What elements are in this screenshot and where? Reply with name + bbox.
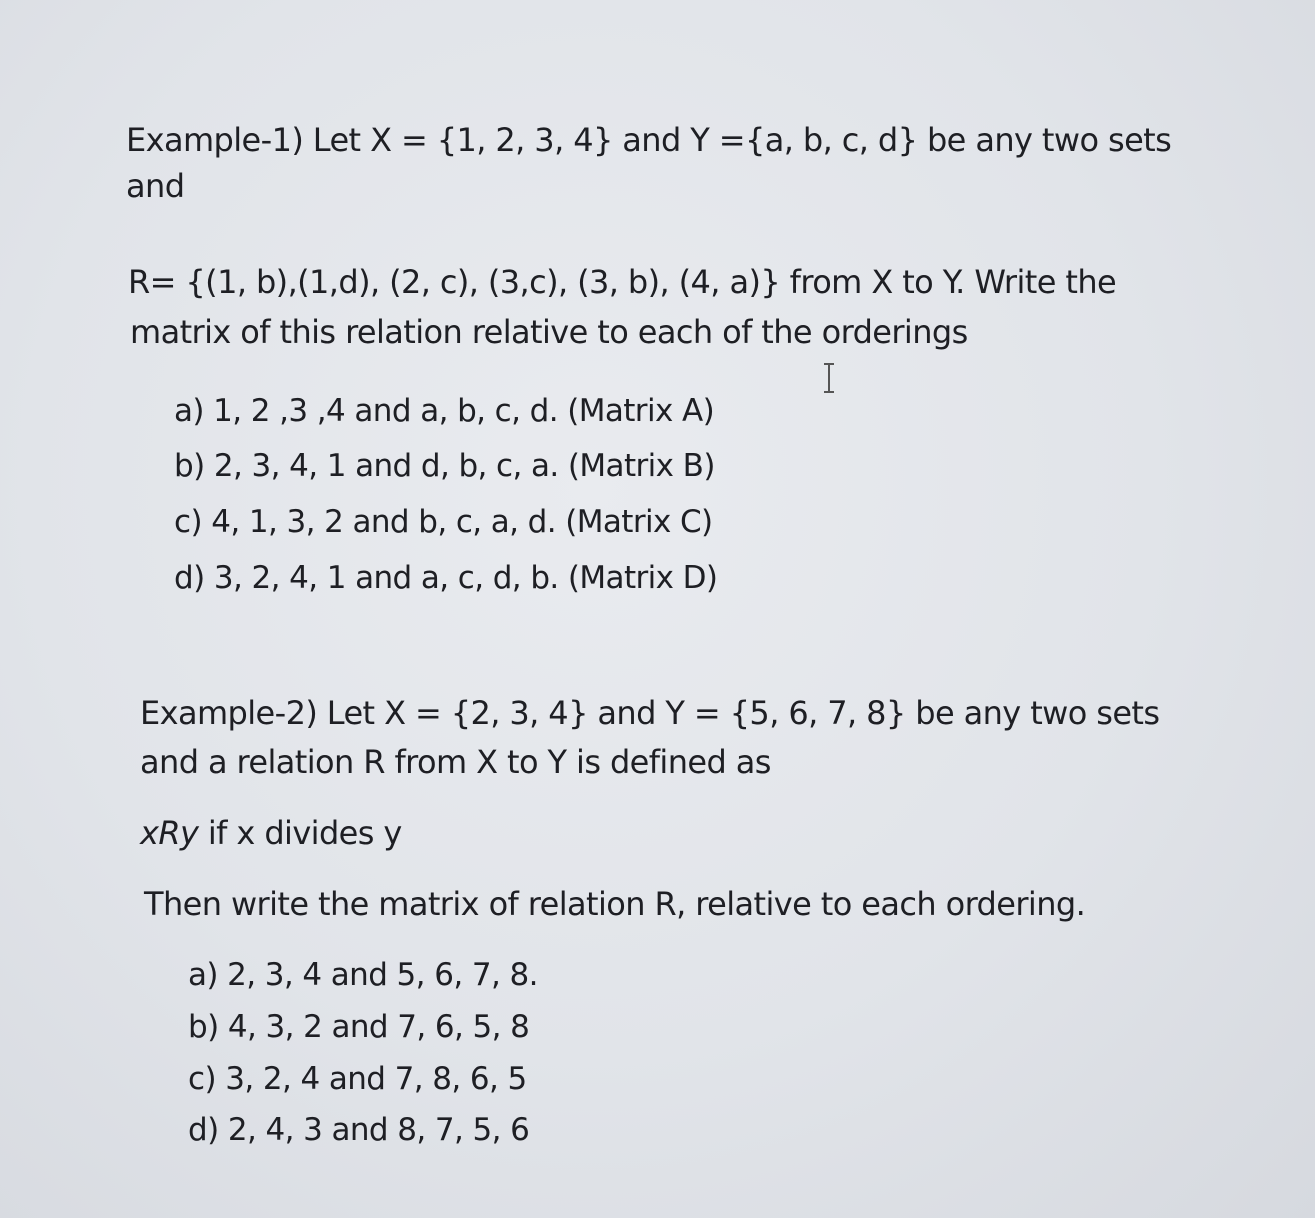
example1-item-a: a) 1, 2 ,3 ,4 and a, b, c, d. (Matrix A) (174, 393, 715, 429)
example1-intro-line: Example-1) Let X = {1, 2, 3, 4} and Y ={a, b, c, d} be any two sets (126, 121, 1172, 159)
example1-item-b: b) 2, 3, 4, 1 and d, b, c, a. (Matrix B) (174, 448, 715, 484)
example2-item-a: a) 2, 3, 4 and 5, 6, 7, 8. (188, 957, 538, 993)
example1-intro-continuation: and (126, 167, 185, 205)
example2-intro-continuation: and a relation R from X to Y is defined as (140, 743, 771, 781)
example1-item-c: c) 4, 1, 3, 2 and b, c, a, d. (Matrix C) (174, 504, 713, 540)
example1-item-d: d) 3, 2, 4, 1 and a, c, d, b. (Matrix D) (174, 560, 718, 596)
example2-instruction-line: Then write the matrix of relation R, relative to each ordering. (144, 885, 1086, 923)
example1-instruction-line: matrix of this relation relative to each of the orderings (130, 313, 968, 351)
rule-xry: xRy (140, 814, 199, 852)
text-cursor-icon (822, 362, 836, 394)
rule-text: if x divides y (198, 814, 402, 852)
example2-rule-line (140, 814, 402, 852)
example2-item-d: d) 2, 4, 3 and 8, 7, 5, 6 (188, 1112, 530, 1148)
example2-intro-line: Example-2) Let X = {2, 3, 4} and Y = {5, 6, 7, 8} be any two sets (140, 694, 1160, 732)
example2-item-c: c) 3, 2, 4 and 7, 8, 6, 5 (188, 1061, 527, 1097)
example2-item-b: b) 4, 3, 2 and 7, 6, 5, 8 (188, 1009, 530, 1045)
example1-relation-line: R= {(1, b),(1,d), (2, c), (3,c), (3, b), (4, a)} from X to Y. Write the (128, 263, 1117, 301)
